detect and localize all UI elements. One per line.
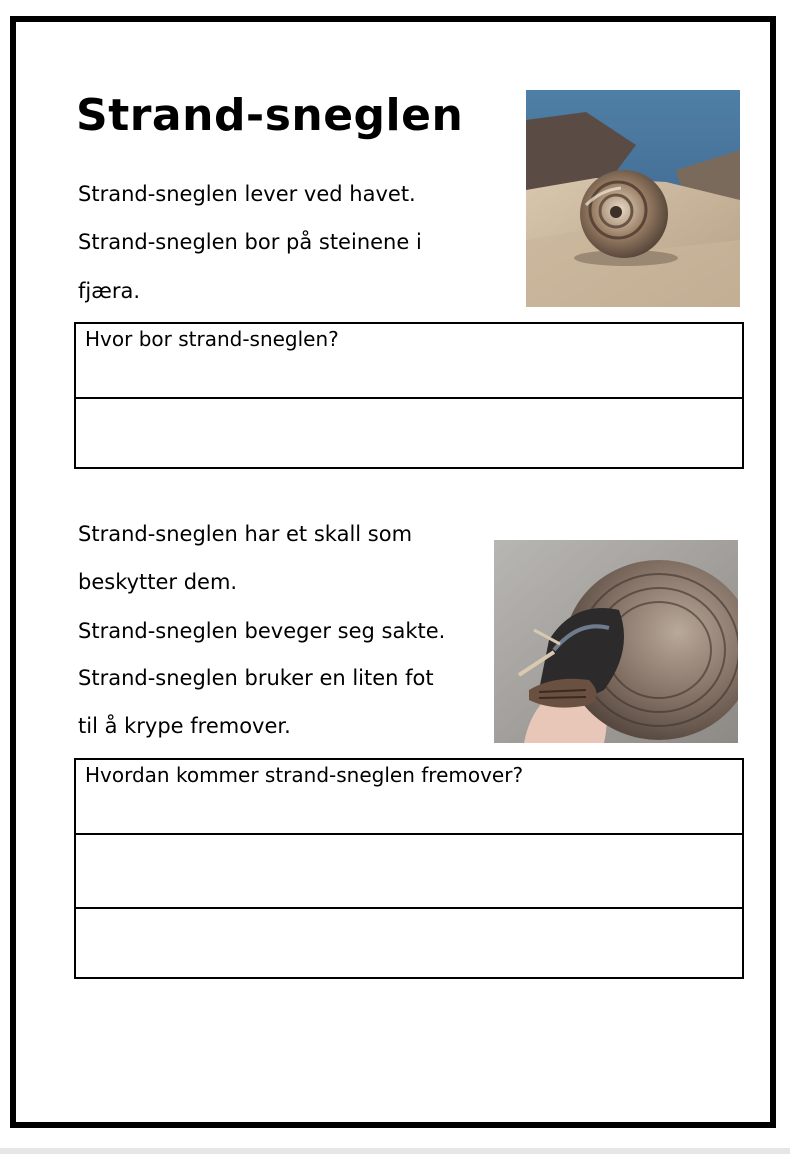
text-line: Strand-sneglen lever ved havet. [78, 182, 416, 206]
periwinkle-photo [494, 540, 738, 743]
question-text: Hvor bor strand-sneglen? [85, 327, 339, 351]
text-line: Strand-sneglen bruker en liten fot [78, 666, 434, 690]
text-line: Strand-sneglen beveger seg sakte. [78, 619, 446, 643]
text-line: Strand-sneglen har et skall som [78, 522, 413, 546]
answer-line[interactable] [76, 909, 742, 977]
answer-line[interactable] [76, 835, 742, 909]
text-line: Strand-sneglen bor på steinene i [78, 230, 422, 254]
text-line: til å krype fremover. [78, 714, 291, 738]
question-row [76, 760, 742, 835]
question-row [76, 324, 742, 399]
question-text: Hvordan kommer strand-sneglen fremover? [85, 763, 524, 787]
question-box-1 [74, 322, 744, 469]
page-bottom-edge [0, 1148, 790, 1154]
snail-shell-photo [526, 90, 740, 307]
answer-line[interactable] [76, 399, 742, 467]
question-box-2 [74, 758, 744, 979]
text-line: fjæra. [78, 279, 141, 303]
page-title: Strand-sneglen [76, 90, 464, 141]
text-line: beskytter dem. [78, 570, 238, 594]
